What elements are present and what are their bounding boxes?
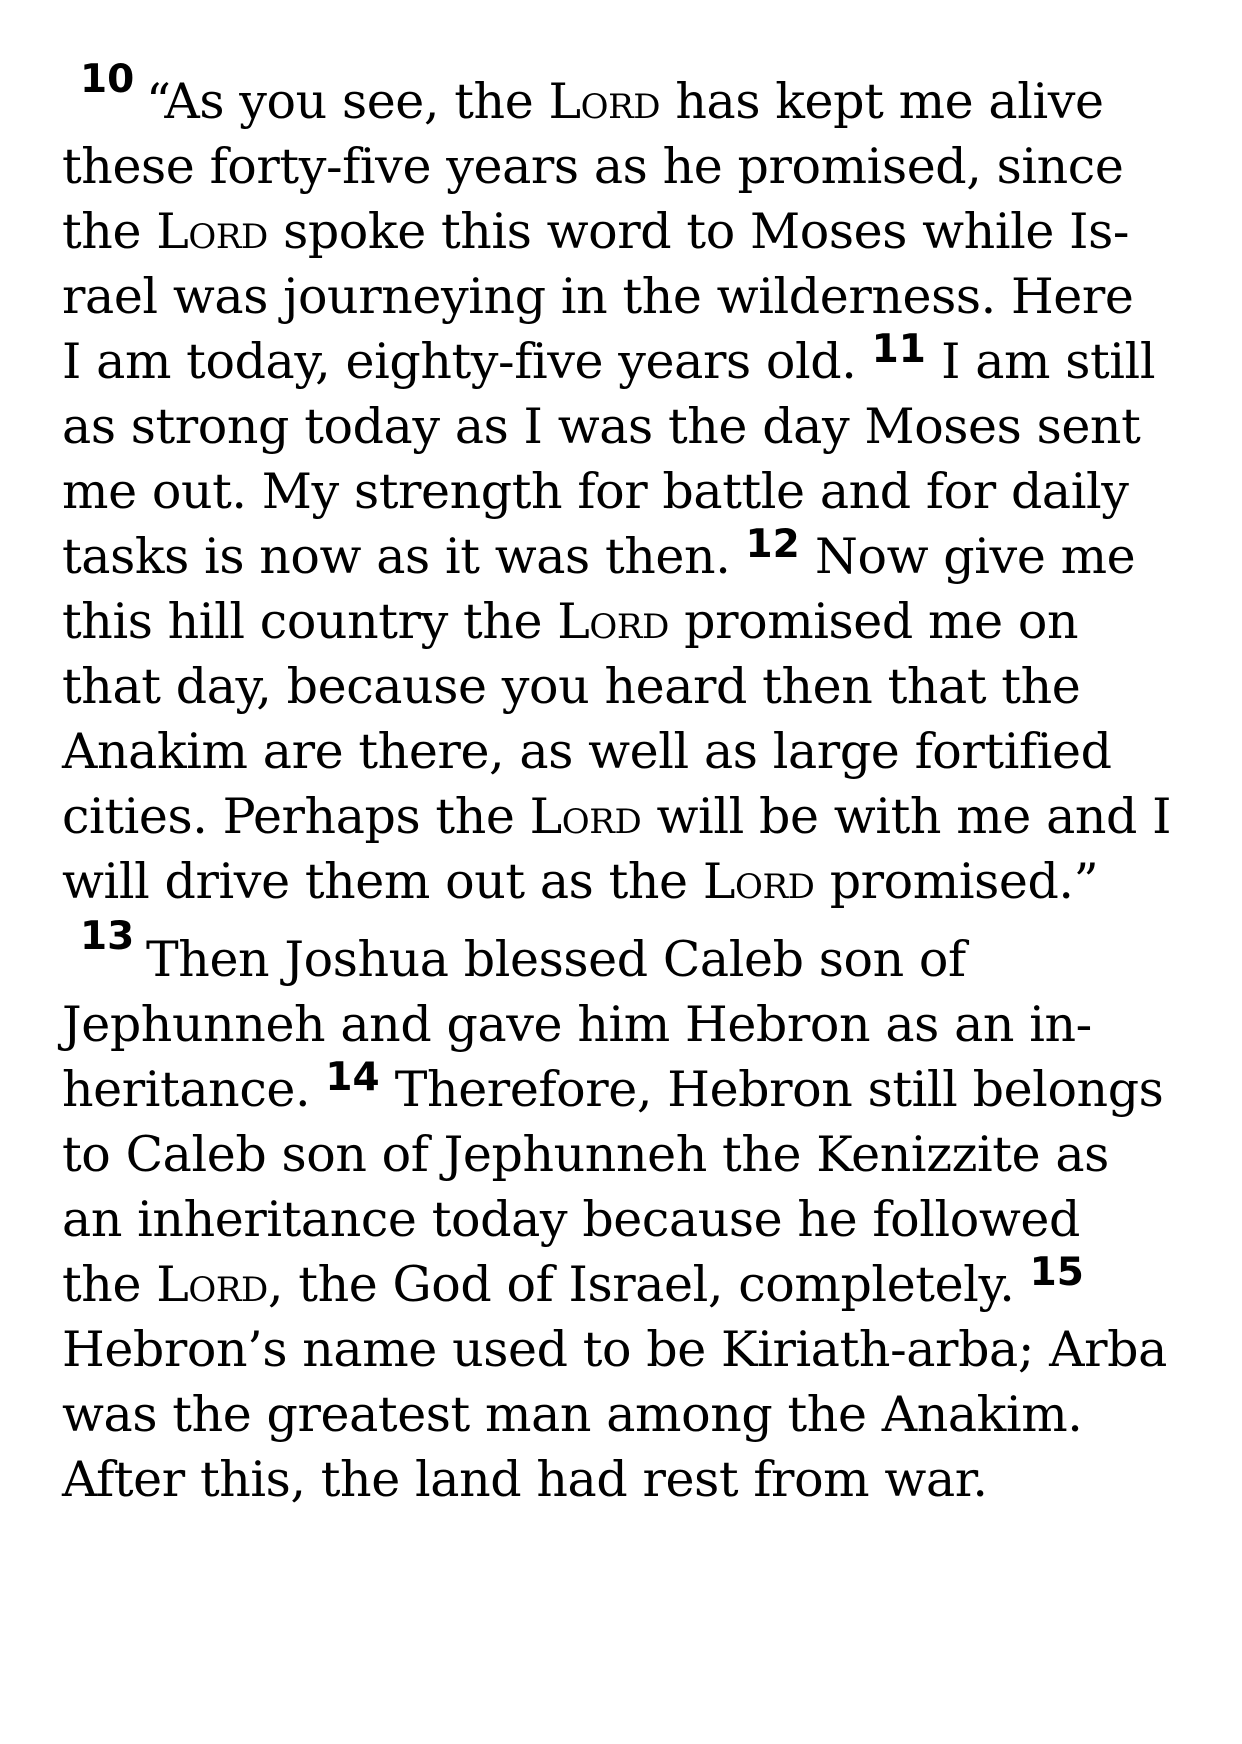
text-line-22: After this, the land had rest from war. <box>62 1451 988 1508</box>
divine-name: Lord <box>156 1256 268 1313</box>
verse-number-15: 15 <box>1029 1250 1084 1295</box>
text-segment: the <box>62 1256 157 1313</box>
text-segment: promised me on <box>668 593 1079 650</box>
text-segment: cities. Perhaps the <box>62 788 530 845</box>
text-line-12 <box>62 787 1171 847</box>
text-segment: will be with me and I <box>641 788 1172 845</box>
text-segment: spoke this word to Moses while Is- <box>267 203 1130 260</box>
text-line-2: these forty-five years as he promised, since <box>62 138 1124 195</box>
divine-name: Lord <box>529 788 642 845</box>
divine-name: Lord <box>702 853 815 910</box>
text-segment: I am today, eighty-five years old. <box>62 333 872 390</box>
divine-name: Lord <box>548 73 661 130</box>
text-segment: I am still <box>925 333 1156 390</box>
text-segment: the <box>62 203 157 260</box>
text-line-14: Then Joshua blessed Caleb son of <box>146 931 966 988</box>
text-segment: this hill country the <box>62 593 558 650</box>
verse-number-11: 11 <box>871 327 926 372</box>
divine-name: Lord <box>557 593 669 650</box>
text-line-1 <box>146 72 1104 132</box>
text-line-20: Hebron’s name used to be Kiriath-arba; Arba <box>62 1321 1167 1378</box>
text-segment: will drive them out as the <box>62 853 703 910</box>
verse-number-10: 10 <box>80 57 135 102</box>
verse-10-start: “As you see, the <box>146 73 549 130</box>
text-line-7: me out. My strength for battle and for daily <box>62 463 1129 520</box>
text-line-5 <box>62 327 1156 392</box>
text-segment: tasks is now as it was then. <box>62 528 746 585</box>
text-line-18: an inheritance today because he followed <box>62 1191 1080 1248</box>
text-line-9 <box>62 592 1078 652</box>
text-segment: heritance. <box>62 1061 326 1118</box>
text-segment: Therefore, Hebron still belongs <box>379 1061 1164 1118</box>
text-segment: , the God of Israel, completely. <box>267 1256 1030 1313</box>
text-line-17: to Caleb son of Jephunneh the Kenizzite as <box>62 1126 1109 1183</box>
text-line-8 <box>62 522 1136 587</box>
text-line-16 <box>62 1055 1164 1120</box>
text-line-13 <box>62 852 1098 912</box>
verse-number-12: 12 <box>745 522 800 567</box>
verse-number-14: 14 <box>325 1055 380 1100</box>
text-line-4: rael was journeying in the wilderness. Here <box>62 268 1134 325</box>
divine-name: Lord <box>156 203 268 260</box>
text-line-3 <box>62 202 1129 262</box>
text-line-19 <box>62 1250 1084 1315</box>
verse-number-13: 13 <box>80 914 135 959</box>
text-line-21: was the greatest man among the Anakim. <box>62 1386 1083 1443</box>
text-line-10: that day, because you heard then that the <box>62 658 1081 715</box>
text-line-11: Anakim are there, as well as large fortified <box>62 723 1112 780</box>
text-line-15: Jephunneh and gave him Hebron as an in- <box>62 996 1092 1053</box>
text-segment: promised.” <box>814 853 1099 910</box>
text-segment: Now give me <box>799 528 1136 585</box>
text-line-6: as strong today as I was the day Moses sent <box>62 398 1141 455</box>
text-segment: has kept me alive <box>660 73 1104 130</box>
